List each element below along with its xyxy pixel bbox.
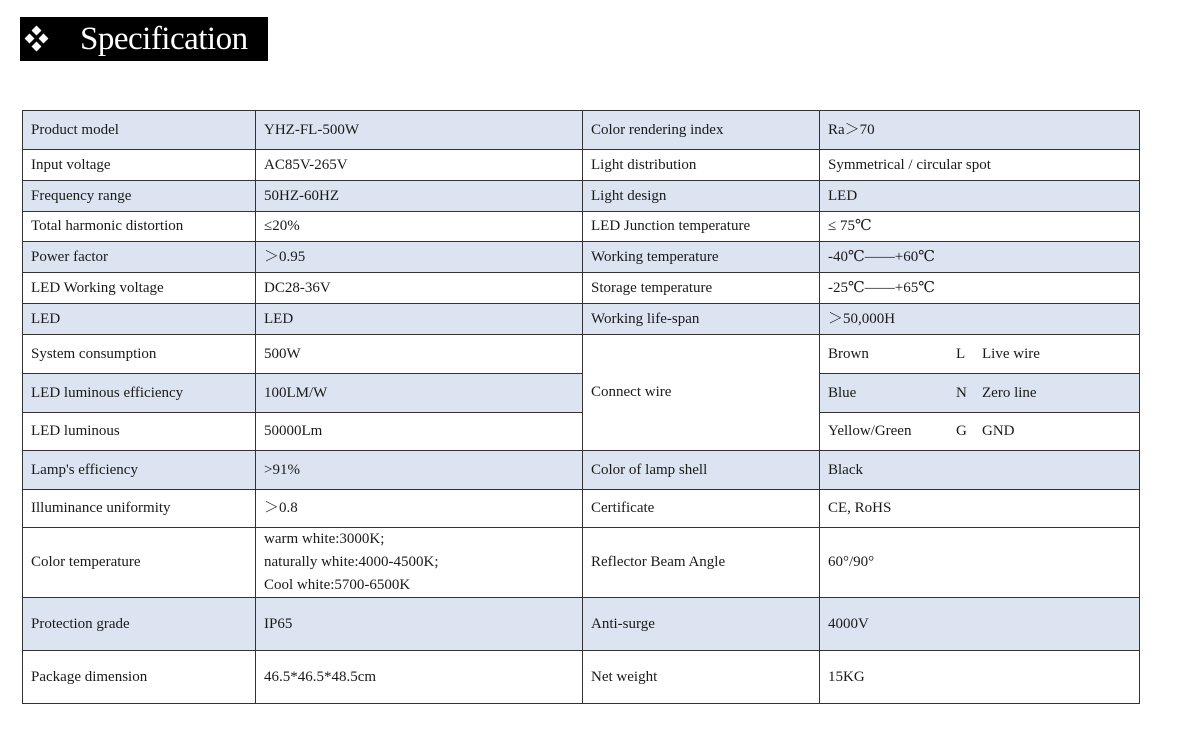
spec-label: Input voltage <box>23 150 256 181</box>
wire-entry <box>820 374 1140 413</box>
spec-label: Color rendering index <box>583 111 820 150</box>
table-row <box>23 490 1140 528</box>
table-row <box>23 150 1140 181</box>
table-row <box>23 212 1140 242</box>
wire-meaning: Live wire <box>982 345 1040 362</box>
spec-label: Illuminance uniformity <box>23 490 256 528</box>
spec-value: YHZ-FL-500W <box>256 111 583 150</box>
color-temperature-line: warm white:3000K; <box>264 531 385 547</box>
spec-value: 50000Lm <box>256 413 583 451</box>
wire-code: G <box>956 423 967 439</box>
spec-label: System consumption <box>23 335 256 374</box>
spec-value: LED <box>256 304 583 335</box>
spec-label: Working temperature <box>583 242 820 273</box>
spec-label: Total harmonic distortion <box>23 212 256 242</box>
diamond-cluster-icon <box>24 26 50 52</box>
spec-value: ≤ 75℃ <box>820 212 1140 242</box>
spec-label: Product model <box>23 111 256 150</box>
spec-label: Working life-span <box>583 304 820 335</box>
spec-value: ≤20% <box>256 212 583 242</box>
spec-label: Lamp's efficiency <box>23 451 256 490</box>
wire-color: Yellow/Green <box>828 423 912 439</box>
spec-label: LED luminous <box>23 413 256 451</box>
spec-label: Light design <box>583 181 820 212</box>
spec-value: -25℃——+65℃ <box>820 273 1140 304</box>
table-row <box>23 598 1140 651</box>
table-row <box>23 335 1140 374</box>
table-row <box>23 111 1140 150</box>
spec-label: Certificate <box>583 490 820 528</box>
spec-value: Ra＞70 <box>820 111 1140 150</box>
spec-value: 50HZ-60HZ <box>256 181 583 212</box>
spec-label: Color temperature <box>23 528 256 598</box>
spec-label: Anti-surge <box>583 598 820 651</box>
wire-meaning: Zero line <box>982 384 1037 401</box>
specification-table <box>22 110 1140 704</box>
spec-label: Net weight <box>583 651 820 704</box>
spec-value: IP65 <box>256 598 583 651</box>
table-row <box>23 273 1140 304</box>
color-temperature-line: naturally white:4000-4500K; <box>264 554 439 570</box>
spec-value: 60°/90° <box>820 528 1140 598</box>
table-row <box>23 451 1140 490</box>
spec-value: CE, RoHS <box>820 490 1140 528</box>
spec-value: Black <box>820 451 1140 490</box>
spec-label: LED luminous efficiency <box>23 374 256 413</box>
wire-entry <box>820 413 1140 451</box>
color-temperature-values <box>256 528 583 598</box>
color-temperature-line: Cool white:5700-6500K <box>264 577 411 593</box>
table-row <box>23 374 1140 413</box>
spec-label: Color of lamp shell <box>583 451 820 490</box>
spec-value: >91% <box>256 451 583 490</box>
spec-label: Reflector Beam Angle <box>583 528 820 598</box>
spec-value: 15KG <box>820 651 1140 704</box>
table-row <box>23 304 1140 335</box>
spec-label: Protection grade <box>23 598 256 651</box>
spec-value: DC28-36V <box>256 273 583 304</box>
wire-color: Brown <box>828 345 869 362</box>
table-row <box>23 528 1140 598</box>
spec-value: -40℃——+60℃ <box>820 242 1140 273</box>
wire-color: Blue <box>828 384 857 401</box>
wire-code: N <box>956 384 967 401</box>
spec-label: Light distribution <box>583 150 820 181</box>
spec-value: 100LM/W <box>256 374 583 413</box>
connect-wire-label: Connect wire <box>583 335 820 451</box>
spec-value: ＞0.95 <box>256 242 583 273</box>
spec-value: Symmetrical / circular spot <box>820 150 1140 181</box>
spec-value: AC85V-265V <box>256 150 583 181</box>
table-row <box>23 413 1140 451</box>
spec-label: LED Working voltage <box>23 273 256 304</box>
spec-label: Frequency range <box>23 181 256 212</box>
wire-meaning: GND <box>982 423 1015 439</box>
spec-label: Package dimension <box>23 651 256 704</box>
table-row <box>23 242 1140 273</box>
spec-value: ＞50,000H <box>820 304 1140 335</box>
spec-value: 4000V <box>820 598 1140 651</box>
spec-label: Storage temperature <box>583 273 820 304</box>
table-row <box>23 181 1140 212</box>
spec-label: LED Junction temperature <box>583 212 820 242</box>
spec-value: 46.5*46.5*48.5cm <box>256 651 583 704</box>
section-title: Specification <box>80 21 248 57</box>
wire-entry <box>820 335 1140 374</box>
spec-value: 500W <box>256 335 583 374</box>
wire-code: L <box>956 345 966 362</box>
spec-label: Power factor <box>23 242 256 273</box>
spec-value: LED <box>820 181 1140 212</box>
spec-value: ＞0.8 <box>256 490 583 528</box>
spec-label: LED <box>23 304 256 335</box>
section-header <box>20 17 268 61</box>
table-row <box>23 651 1140 704</box>
